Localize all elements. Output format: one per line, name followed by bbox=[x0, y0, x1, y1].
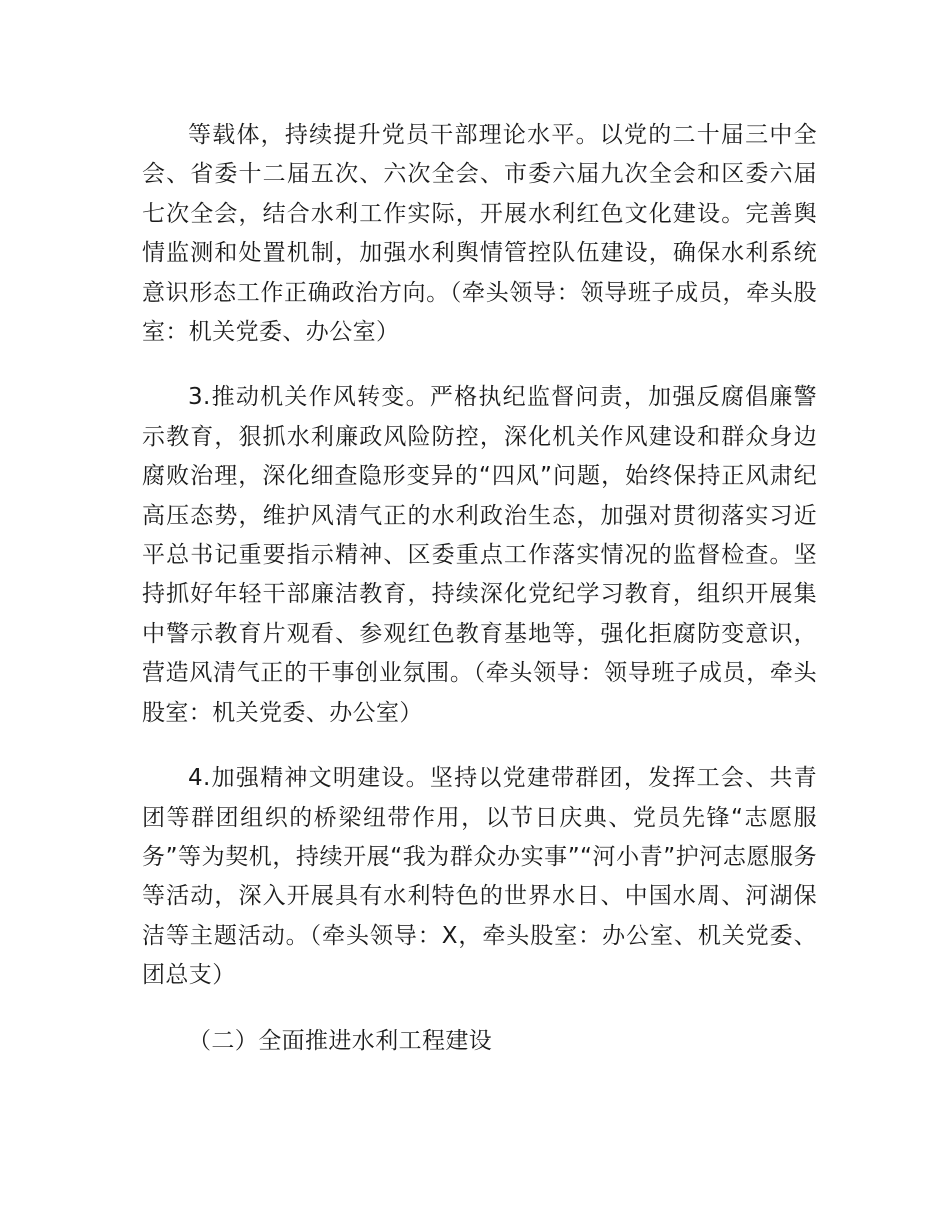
document-body bbox=[142, 116, 817, 1061]
paragraph-work-style: 3.推动机关作风转变。严格执纪监督问责，加强反腐倡廉警示教育，狠抓水利廉政风险防控，深化机关作风建设和群众身边腐败治理，深化细查隐形变异的“四风”问题，始终保持正风肃纪高压态势，维护风清气正的水利政治生态，加强对贯彻落实习近平总书记重要指示精神、区委重点工作落实情况的监督检查。坚持抓好年轻干部廉洁教育，持续深化党纪学习教育，组织开展集中警示教育片观看、参观红色教育基地等，强化拒腐防变意识，营造风清气正的干事创业氛围。（牵头领导：领导班子成员，牵头股室：机关党委、办公室） bbox=[142, 384, 817, 726]
paragraph-civilization-building: 4.加强精神文明建设。坚持以党建带群团，发挥工会、共青团等群团组织的桥梁纽带作用，以节日庆典、党员先锋“志愿服务”等为契机，持续开展“我为群众办实事”“河小青”护河志愿服务等活动，深入开展具有水利特色的世界水日、中国水周、河湖保洁等主题活动。（牵头领导：X，牵头股室：办公室、机关党委、团总支） bbox=[142, 765, 817, 989]
section-heading: （二）全面推进水利工程建设 bbox=[188, 1027, 493, 1054]
paragraph-theory-study: 等载体，持续提升党员干部理论水平。以党的二十届三中全会、省委十二届五次、六次全会、市委六届九次全会和区委六届七次全会，结合水利工作实际，开展水利红色文化建设。完善舆情监测和处置机制，加强水利舆情管控队伍建设，确保水利系统意识形态工作正确政治方向。（牵头领导：领导班子成员，牵头股室：机关党委、办公室） bbox=[142, 122, 817, 346]
